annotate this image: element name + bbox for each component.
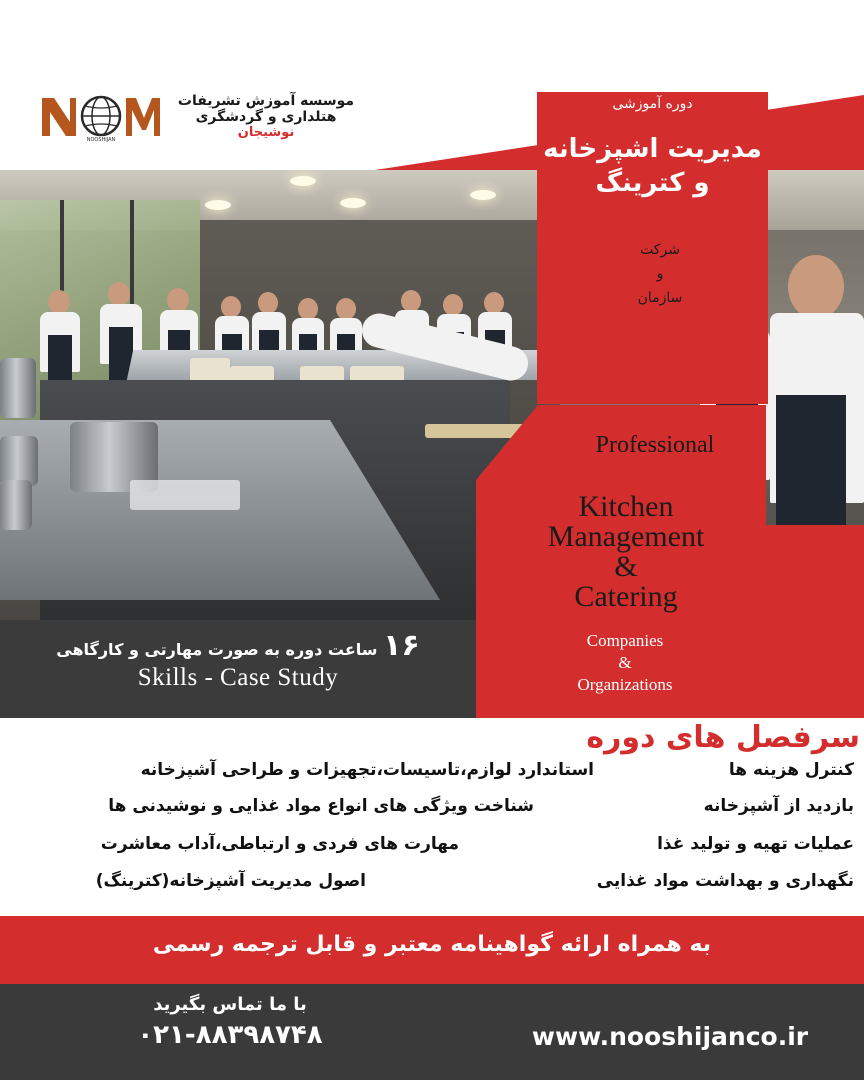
audience-line1: شرکت bbox=[640, 242, 680, 258]
ceiling-light bbox=[470, 190, 496, 200]
cooking-pot bbox=[0, 436, 38, 486]
course-audience bbox=[620, 238, 700, 310]
syllabus-item: عملیات تهیه و تولید غذا bbox=[657, 834, 854, 854]
audience-line3: سازمان bbox=[637, 290, 683, 306]
nooshijan-logo bbox=[40, 92, 162, 142]
audience-line2: و bbox=[656, 266, 664, 282]
skills-english: Skills - Case Study bbox=[137, 664, 339, 691]
plastic-container bbox=[130, 480, 240, 510]
english-title-line2: Management bbox=[547, 520, 705, 553]
organization-name bbox=[160, 93, 372, 141]
english-organizations: Organizations bbox=[577, 675, 673, 694]
syllabus-title: سرفصل های دوره bbox=[586, 720, 860, 755]
course-title-line1: مدیریت اشپزخانه bbox=[543, 134, 762, 164]
english-title-line4: Catering bbox=[574, 580, 678, 613]
english-title-line1: Kitchen bbox=[578, 490, 674, 523]
syllabus-item: کنترل هزینه ها bbox=[728, 760, 854, 780]
course-title bbox=[537, 132, 768, 200]
english-audience bbox=[540, 630, 710, 696]
logo-caption: NOOSHIJAN bbox=[86, 137, 116, 142]
syllabus-item: استاندارد لوازم،تاسیسات،تجهیزات و طراحی آشپزخانه bbox=[140, 760, 594, 780]
english-companies: Companies bbox=[586, 631, 664, 650]
cooking-pot bbox=[0, 358, 36, 418]
ceiling-light bbox=[290, 176, 316, 186]
syllabus-item: اصول مدیریت آشپزخانه(کترینگ) bbox=[95, 871, 366, 891]
syllabus-item: مهارت های فردی و ارتباطی،آداب معاشرت bbox=[100, 834, 459, 854]
syllabus-item: نگهداری و بهداشت مواد غذایی bbox=[596, 871, 854, 891]
course-hours bbox=[20, 628, 456, 663]
org-name-line3: نوشیجان bbox=[237, 125, 295, 140]
certificate-text: به همراه ارائه گواهینامه معتبر و قابل ترجمه رسمی bbox=[152, 932, 712, 957]
website-link[interactable]: www.nooshijanco.ir bbox=[531, 1022, 809, 1051]
hours-number: ۱۶ bbox=[383, 628, 420, 663]
hours-text: ساعت دوره به صورت مهارتی و کارگاهی bbox=[56, 640, 378, 659]
org-name-line2: هتلداری و گردشگری bbox=[195, 109, 337, 125]
english-title-line3: & bbox=[614, 550, 638, 583]
english-amp: & bbox=[618, 653, 632, 672]
english-course-title bbox=[520, 492, 732, 612]
phone-number[interactable]: ۰۲۱-۸۸۳۹۸۷۴۸ bbox=[137, 1020, 323, 1050]
ceiling-light bbox=[340, 198, 366, 208]
course-label: دوره آموزشی bbox=[612, 96, 693, 112]
course-title-line2: و کترینگ bbox=[595, 168, 710, 198]
ceiling-light bbox=[205, 200, 231, 210]
cooking-pot bbox=[0, 480, 32, 530]
contact-label: با ما تماس بگیرید bbox=[153, 994, 307, 1015]
syllabus-item: بازدید از آشپزخانه bbox=[703, 796, 854, 816]
english-professional: Professional bbox=[595, 432, 715, 458]
syllabus-item: شناخت ویژگی های انواع مواد غذایی و نوشیدنی ها bbox=[108, 796, 534, 816]
org-name-line1: موسسه آموزش تشریفات bbox=[177, 93, 355, 109]
